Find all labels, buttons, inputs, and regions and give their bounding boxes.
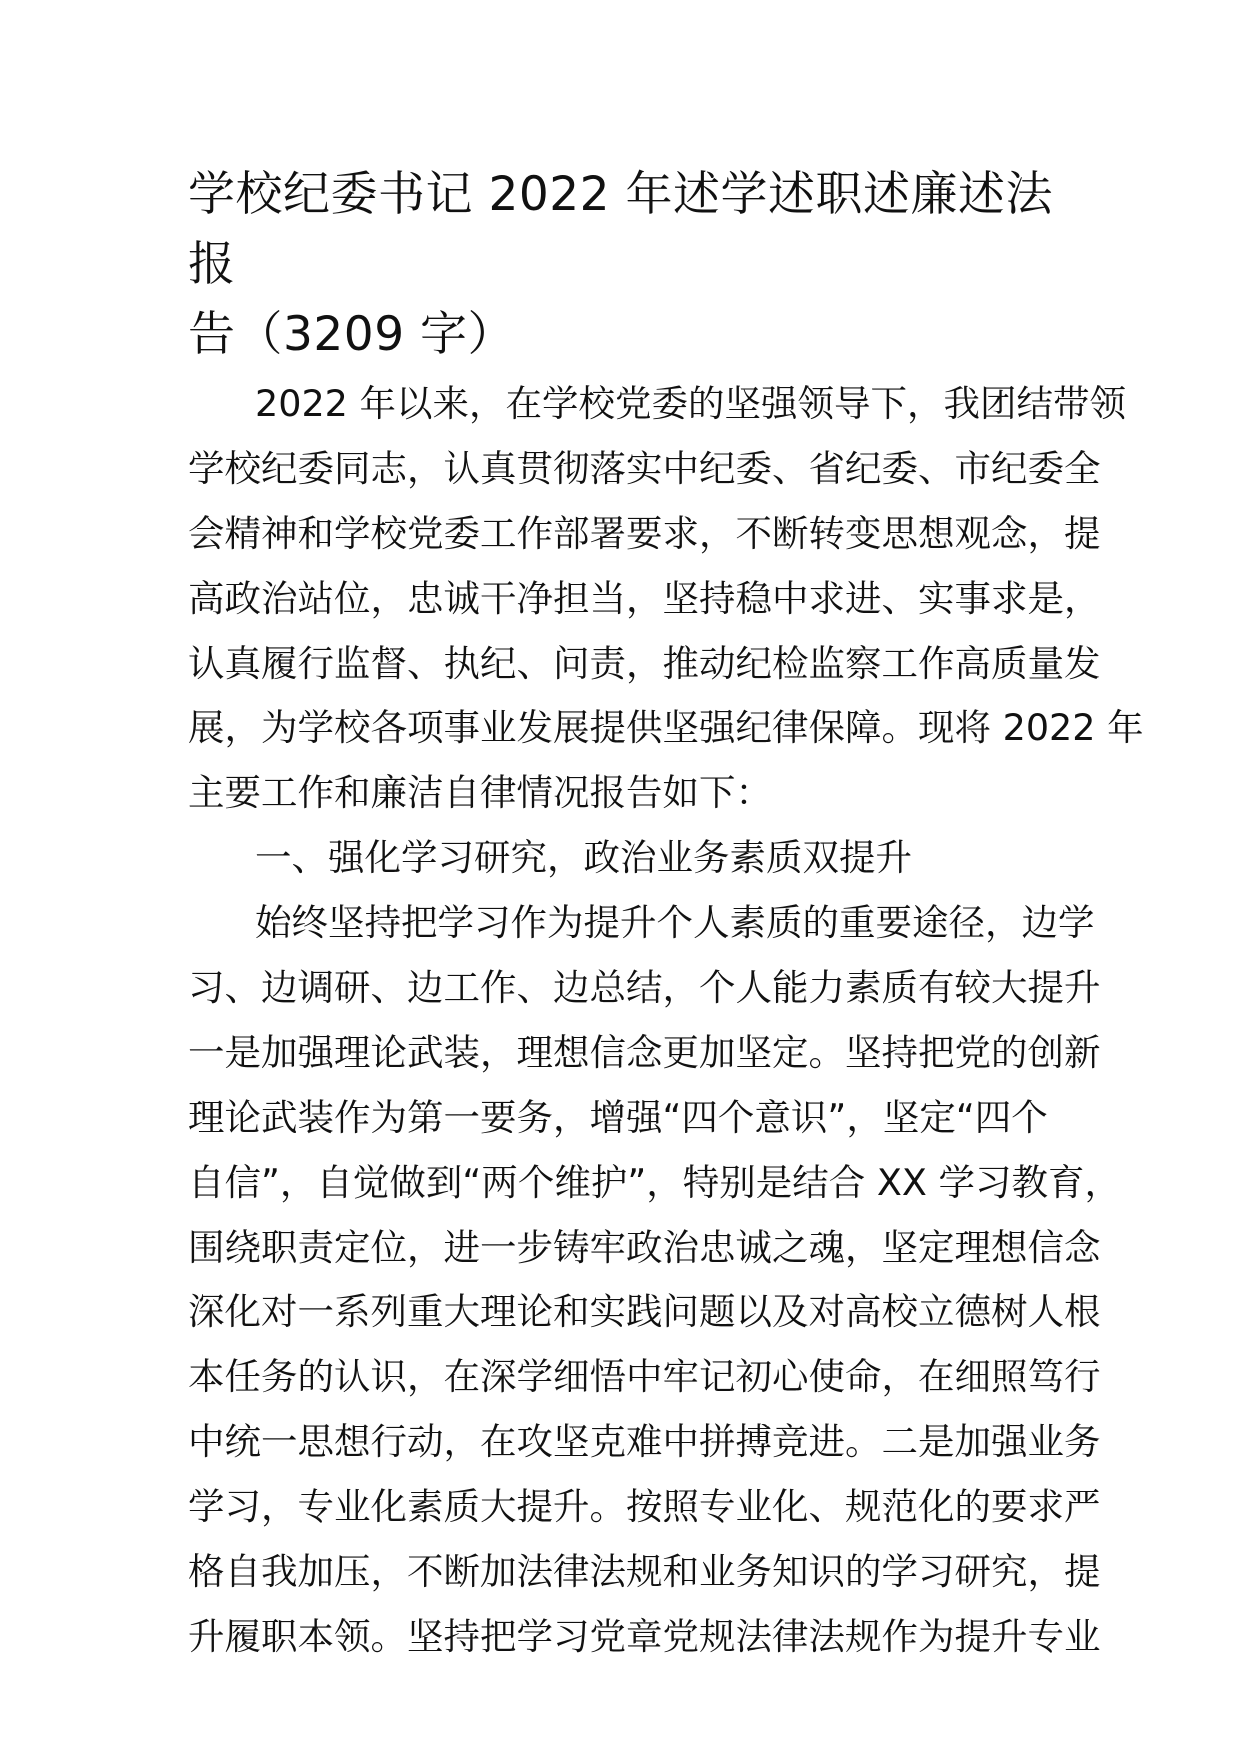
body-line: 始终坚持把学习作为提升个人素质的重要途径，边学 <box>255 901 1095 945</box>
body-line: 认真履行监督、执纪、问责，推动纪检监察工作高质量发 <box>188 641 1101 685</box>
body-line: 学校纪委同志，认真贯彻落实中纪委、省纪委、市纪委全 <box>188 446 1101 490</box>
body-line: 2022 年以来，在学校党委的坚强领导下，我团结带领 <box>255 382 1126 425</box>
body-line: 主要工作和廉洁自律情况报告如下： <box>188 771 772 815</box>
body-line: 自信”，自觉做到“两个维护”，特别是结合 XX 学习教育， <box>188 1160 1121 1204</box>
body-line: 本任务的认识，在深学细悟中牢记初心使命，在细照笃行 <box>188 1355 1101 1399</box>
body-line: 中统一思想行动，在攻坚克难中拼搏竞进。二是加强业务 <box>188 1420 1101 1464</box>
body-line: 理论武装作为第一要务，增强“四个意识”，坚定“四个 <box>188 1095 1048 1139</box>
body-line: 围绕职责定位，进一步铸牢政治忠诚之魂，坚定理想信念 <box>188 1225 1101 1269</box>
document-title <box>188 160 1068 370</box>
body-line: 学习，专业化素质大提升。按照专业化、规范化的要求严 <box>188 1485 1101 1529</box>
body-line: 深化对一系列重大理论和实践问题以及对高校立德树人根 <box>188 1290 1101 1334</box>
title-line-1: 学校纪委书记 2022 年述学述职述廉述法报 <box>188 167 1053 292</box>
document-page <box>188 160 1144 1670</box>
body-line: 一是加强理论武装，理想信念更加坚定。坚持把党的创新 <box>188 1030 1101 1074</box>
document-body <box>188 372 1144 1670</box>
body-line: 习、边调研、边工作、边总结，个人能力素质有较大提升 <box>188 966 1101 1010</box>
body-line: 会精神和学校党委工作部署要求，不断转变思想观念，提 <box>188 511 1101 555</box>
section-heading: 一、强化学习研究，政治业务素质双提升 <box>255 836 912 880</box>
body-line: 展，为学校各项事业发展提供坚强纪律保障。现将 2022 年 <box>188 706 1144 750</box>
body-line: 格自我加压，不断加法律法规和业务知识的学习研究，提 <box>188 1550 1101 1594</box>
body-line: 高政治站位，忠诚干净担当，坚持稳中求进、实事求是， <box>188 576 1101 620</box>
body-line: 升履职本领。坚持把学习党章党规法律法规作为提升专业 <box>188 1614 1101 1658</box>
title-line-2: 告（3209 字） <box>188 307 516 362</box>
